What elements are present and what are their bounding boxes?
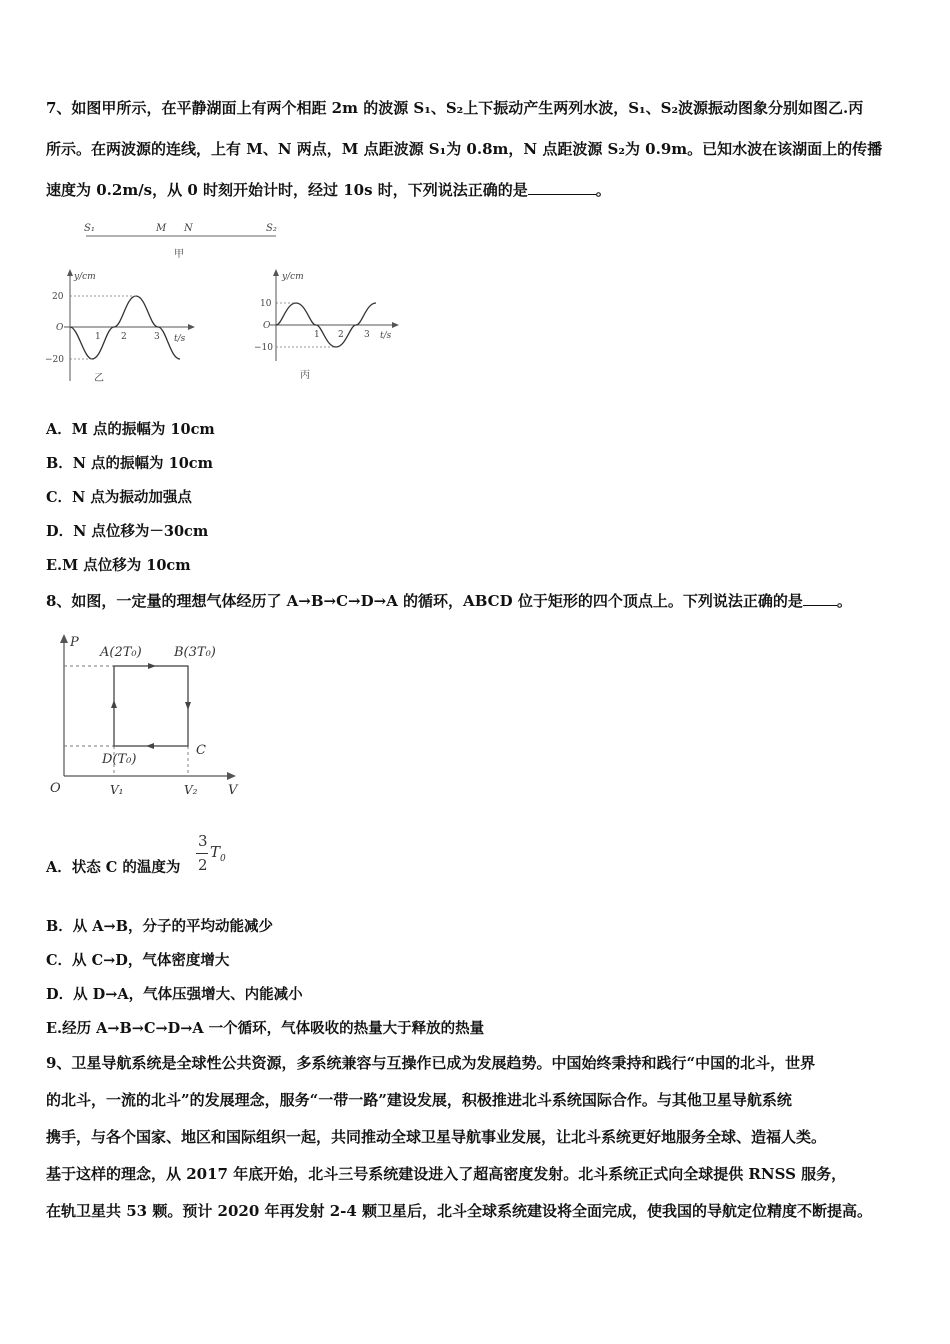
q7-line-2: 所示。在两波源的连线，上有 M、N 两点，M 点距波源 S₁为 0.8m，N 点距波源 S₂为 0.9m。已知水波在该湖面上的传播 (46, 140, 883, 158)
ymin-bing: −10 (254, 343, 273, 353)
ylabel-yi: y/cm (74, 272, 96, 282)
v-axis-arrow (227, 772, 236, 780)
fraction-bar (196, 853, 208, 854)
tick-2-bing: 2 (338, 330, 344, 340)
q9-line-5: 在轨卫星共 53 颗。预计 2020 年再发射 2-4 颗卫星后，北斗全球系统建设将全面完成，使我国的导航定位精度不断提高。 (46, 1202, 873, 1220)
q7-option-e[interactable]: E.M 点位移为 10cm (46, 557, 191, 574)
label-v: V (228, 783, 238, 798)
arrow-c-d (146, 743, 154, 749)
q8-option-d[interactable]: D．从 D→A，气体压强增大、内能减小 (46, 986, 303, 1003)
q7-line-3 (46, 180, 611, 200)
label-c: C (196, 743, 206, 758)
q8-option-a[interactable]: A．状态 C 的温度为 (46, 859, 181, 876)
label-v1: V₁ (110, 783, 124, 797)
ymin-yi: −20 (45, 355, 64, 365)
q7-option-d[interactable]: D．N 点位移为－30cm (46, 523, 209, 540)
label-n: N (184, 223, 193, 234)
q7-line-1: 7、如图甲所示，在平静湖面上有两个相距 2m 的波源 S₁、S₂上下振动产生两列水波，S₁、S₂波源振动图象分别如图乙.丙 (46, 99, 864, 117)
caption-bing: 丙 (300, 370, 310, 381)
q8-option-c[interactable]: C．从 C→D，气体密度增大 (46, 952, 230, 969)
caption-jia: 甲 (174, 249, 184, 260)
temperature-symbol (210, 843, 226, 864)
x-axis-arrow (392, 322, 399, 328)
x-axis-arrow (188, 324, 195, 330)
label-s2: S₂ (266, 223, 277, 234)
figure-yi (44, 266, 204, 386)
q8-line-1 (46, 591, 852, 611)
p-axis-arrow (60, 634, 68, 643)
fraction-denominator: 2 (198, 856, 208, 874)
tick-2-yi: 2 (121, 332, 127, 342)
label-a: A(2T₀) (100, 645, 142, 660)
origin-bing: O (263, 321, 271, 331)
arrow-d-a (111, 700, 117, 708)
ymax-bing: 10 (260, 299, 272, 309)
q9-line-2: 的北斗，一流的北斗”的发展理念，服务“一带一路”建设发展，积极推进北斗系统国际合作。与其他卫星导航系统 (46, 1091, 792, 1109)
caption-yi: 乙 (94, 373, 104, 384)
fraction-numerator: 3 (198, 832, 208, 850)
arrow-a-b (148, 663, 156, 669)
figure-jia (80, 218, 290, 264)
label-o: O (50, 781, 61, 796)
tick-1-bing: 1 (314, 330, 320, 340)
origin-yi: O (56, 323, 64, 333)
label-v2: V₂ (184, 783, 198, 797)
q8-option-e[interactable]: E.经历 A→B→C→D→A 一个循环，气体吸收的热量大于释放的热量 (46, 1020, 485, 1037)
label-s1: S₁ (84, 223, 95, 234)
temperature-var: T (210, 843, 221, 861)
figure-bing (254, 266, 414, 386)
label-d: D(T₀) (102, 752, 137, 767)
ymax-yi: 20 (52, 292, 64, 302)
label-b: B(3T₀) (174, 645, 216, 660)
q8-line-1-end: 。 (836, 592, 852, 610)
xlabel-yi: t/s (174, 334, 186, 344)
answer-blank (803, 591, 837, 606)
cycle-rectangle (114, 666, 188, 746)
label-p: P (70, 635, 79, 650)
ylabel-bing: y/cm (282, 272, 304, 282)
q7-line-3-text: 速度为 0.2m/s，从 0 时刻开始计时，经过 10s 时，下列说法正确的是 (46, 181, 528, 199)
q9-line-4: 基于这样的理念，从 2017 年底开始，北斗三号系统建设进入了超高密度发射。北斗系统正式向全球提供 RNSS 服务， (46, 1165, 847, 1183)
q8-option-b[interactable]: B．从 A→B，分子的平均动能减少 (46, 918, 273, 935)
q9-line-3: 携手，与各个国家、地区和国际组织一起，共同推动全球卫星导航事业发展，让北斗系统更好地服务全球、造福人类。 (46, 1128, 827, 1146)
y-axis-arrow (67, 269, 73, 276)
arrow-b-c (185, 702, 191, 710)
tick-3-yi: 3 (154, 332, 160, 342)
q8-line-1-text: 8、如图，一定量的理想气体经历了 A→B→C→D→A 的循环，ABCD 位于矩形的四个顶点上。下列说法正确的是 (46, 592, 803, 610)
label-m: M (156, 223, 167, 234)
y-axis-arrow (273, 269, 279, 276)
answer-blank (528, 180, 596, 195)
figure-pv-diagram (44, 628, 254, 803)
q7-line-3-end: 。 (595, 181, 611, 199)
q7-option-b[interactable]: B．N 点的振幅为 10cm (46, 455, 213, 472)
q7-option-c[interactable]: C．N 点为振动加强点 (46, 489, 192, 506)
temperature-sub: 0 (220, 854, 226, 864)
q9-line-1: 9、卫星导航系统是全球性公共资源，多系统兼容与互操作已成为发展趋势。中国始终秉持和践行“中国的北斗，世界 (46, 1054, 816, 1072)
tick-1-yi: 1 (95, 332, 101, 342)
xlabel-bing: t/s (380, 331, 392, 341)
tick-3-bing: 3 (364, 330, 370, 340)
q7-option-a[interactable]: A．M 点的振幅为 10cm (46, 421, 215, 438)
